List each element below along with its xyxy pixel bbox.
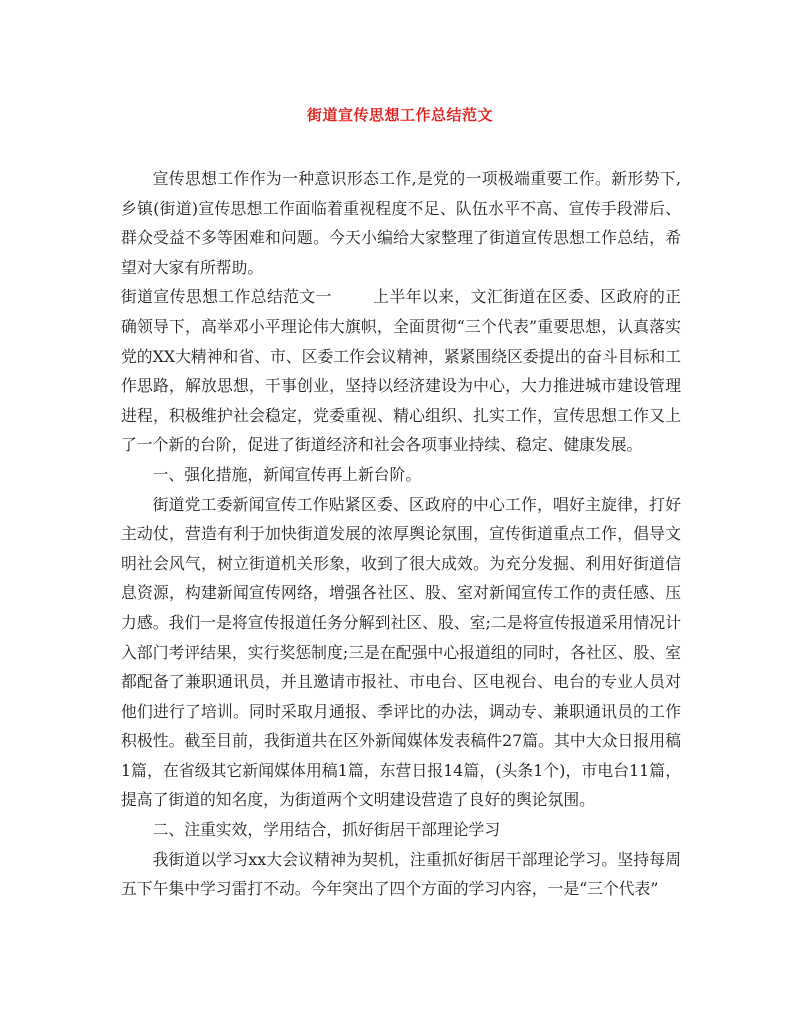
heading-1: 一、强化措施，新闻宣传再上新台阶。	[152, 464, 422, 484]
document-body	[121, 164, 681, 904]
section-intro: 上半年以来，文汇街道在区委、区政府的正确领导下，高举邓小平理论伟大旗帜，全面贯彻“三个代表”重要思想，认真落实党的XX大精神和省、市、区委工作会议精神，紧紧围绕区委提出的奋斗目标和工作思路，解放思想，干事创业，坚持以经济建设为中心，大力推进城市建设管理进程，积极维护社会稳定，党委重视、精心组织、扎实工作，宣传思想工作又上了一个新的台阶，促进了街道经济和社会各项事业持续、稳定、健康发展。	[121, 287, 681, 455]
section-paragraph	[121, 282, 681, 460]
paragraph-1: 街道党工委新闻宣传工作贴紧区委、区政府的中心工作，唱好主旋律，打好主动仗，营造有利于加快街道发展的浓厚舆论氛围，宣传街道重点工作，倡导文明社会风气，树立街道机关形象，收到了很大成效。为充分发掘、利用好街道信息资源，构建新闻宣传网络，增强各社区、股、室对新闻宣传工作的责任感、压力感。我们一是将宣传报道任务分解到社区、股、室;二是将宣传报道采用情况计入部门考评结果，实行奖惩制度;三是在配强中心报道组的同时，各社区、股、室都配备了兼职通讯员，并且邀请市报社、市电台、区电视台、电台的专业人员对他们进行了培训。同时采取月通报、季评比的办法，调动专、兼职通讯员的工作积极性。截至目前，我街道共在区外新闻媒体发表稿件27篇。其中大众日报用稿1篇，在省级其它新闻媒体用稿1篇，东营日报14篇，(头条1个)，市电台11篇，提高了街道的知名度，为街道两个文明建设营造了良好的舆论氛围。	[121, 494, 681, 810]
section-label: 街道宣传思想工作总结范文一	[121, 287, 332, 307]
document-title: 街道宣传思想工作总结范文	[306, 106, 493, 124]
intro-paragraph: 宣传思想工作作为一种意识形态工作,是党的一项极端重要工作。新形势下,乡镇(街道)宣传思想工作面临着重视程度不足、队伍水平不高、宣传手段滞后、群众受益不多等困难和问题。今天小编给大家整理了街道宣传思想工作总结，希望对大家有所帮助。	[121, 169, 681, 277]
heading-2: 二、注重实效，学用结合，抓好街居干部理论学习	[152, 820, 501, 840]
paragraph-2: 我街道以学习xx大会议精神为契机，注重抓好街居干部理论学习。坚持每周五下午集中学习雷打不动。今年突出了四个方面的学习内容，一是“三个代表”	[121, 849, 681, 899]
